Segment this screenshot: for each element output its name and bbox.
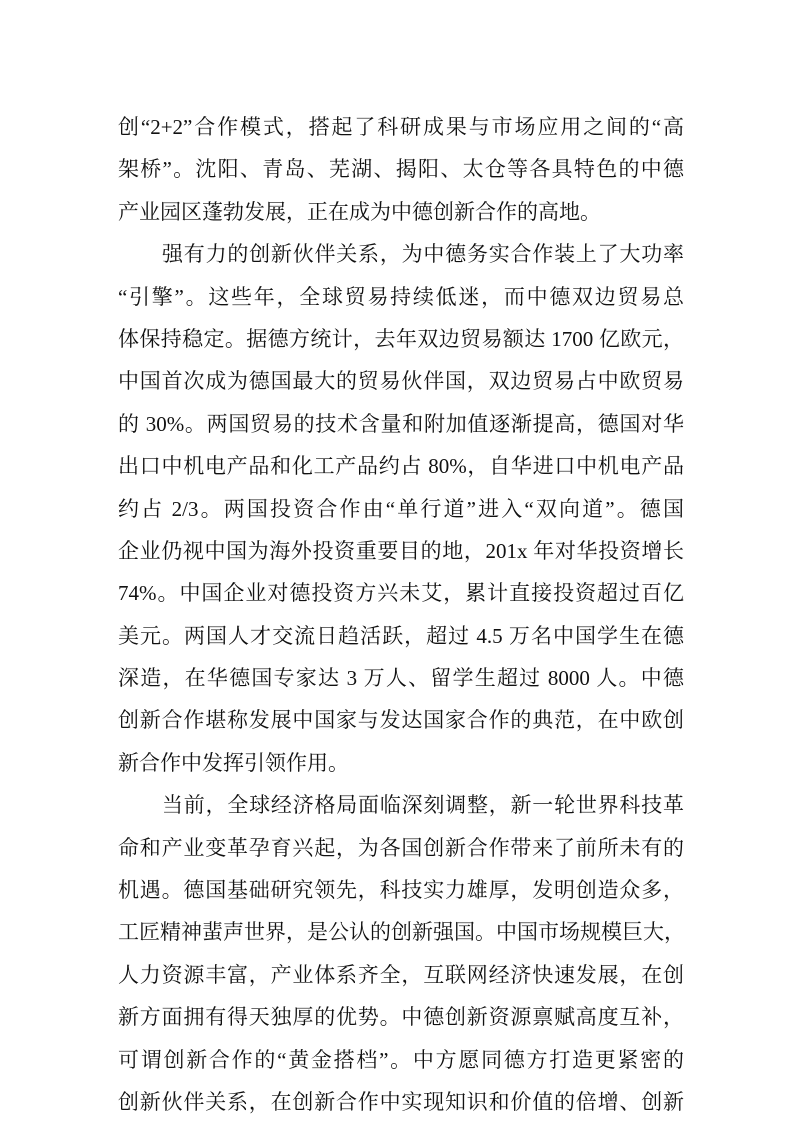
text-line: 创新伙伴关系，在创新合作中实现知识和价值的倍增、创新 <box>118 1089 684 1114</box>
text-line: 体保持稳定。据德方统计，去年双边贸易额达 1700 亿欧元， <box>118 326 684 351</box>
text-line: “引擎”。这些年，全球贸易持续低迷，而中德双边贸易总 <box>118 284 684 309</box>
text-line: 中国首次成为德国最大的贸易伙伴国，双边贸易占中欧贸易 <box>118 369 684 394</box>
paragraph <box>118 784 684 1123</box>
text-line: 出口中机电产品和化工产品约占 80%，自华进口中机电产品 <box>118 454 684 479</box>
text-line: 创“2+2”合作模式，搭起了科研成果与市场应用之间的“高 <box>118 115 684 139</box>
text-line: 美元。两国人才交流日趋活跃，超过 4.5 万名中国学生在德 <box>118 623 684 648</box>
text-line: 创新合作堪称发展中国家与发达国家合作的典范，在中欧创 <box>118 708 684 733</box>
paragraph <box>118 106 684 233</box>
text-line: 74%。中国企业对德投资方兴未艾，累计直接投资超过百亿 <box>118 581 684 606</box>
text-line: 强有力的创新伙伴关系，为中德务实合作装上了大功率 <box>162 242 684 267</box>
text-line: 企业仍视中国为海外投资重要目的地，201x 年对华投资增长 <box>118 538 684 563</box>
text-line: 可谓创新合作的“黄金搭档”。中方愿同德方打造更紧密的 <box>118 1047 684 1072</box>
text-line: 新合作中发挥引领作用。 <box>118 750 349 775</box>
text-line: 工匠精神蜚声世界，是公认的创新强国。中国市场规模巨大， <box>118 920 685 945</box>
text-line: 当前，全球经济格局面临深刻调整，新一轮世界科技革 <box>162 793 684 818</box>
text-line: 架桥”。沈阳、青岛、芜湖、揭阳、太仓等各具特色的中德 <box>118 157 684 182</box>
paragraph <box>118 233 684 784</box>
text-line: 新方面拥有得天独厚的优势。中德创新资源禀赋高度互补， <box>118 1005 684 1030</box>
text-line: 约占 2/3。两国投资合作由“单行道”进入“双向道”。德国 <box>118 496 684 521</box>
text-line: 的 30%。两国贸易的技术含量和附加值逐渐提高，德国对华 <box>118 411 684 436</box>
text-line: 产业园区蓬勃发展，正在成为中德创新合作的高地。 <box>118 199 601 224</box>
text-line: 人力资源丰富，产业体系齐全，互联网经济快速发展，在创 <box>118 962 684 987</box>
text-line: 命和产业变革孕育兴起，为各国创新合作带来了前所未有的 <box>118 835 684 860</box>
text-line: 深造，在华德国专家达 3 万人、留学生超过 8000 人。中德 <box>118 666 684 691</box>
document-page <box>118 106 684 1123</box>
text-line: 机遇。德国基础研究领先，科技实力雄厚，发明创造众多， <box>118 878 684 903</box>
